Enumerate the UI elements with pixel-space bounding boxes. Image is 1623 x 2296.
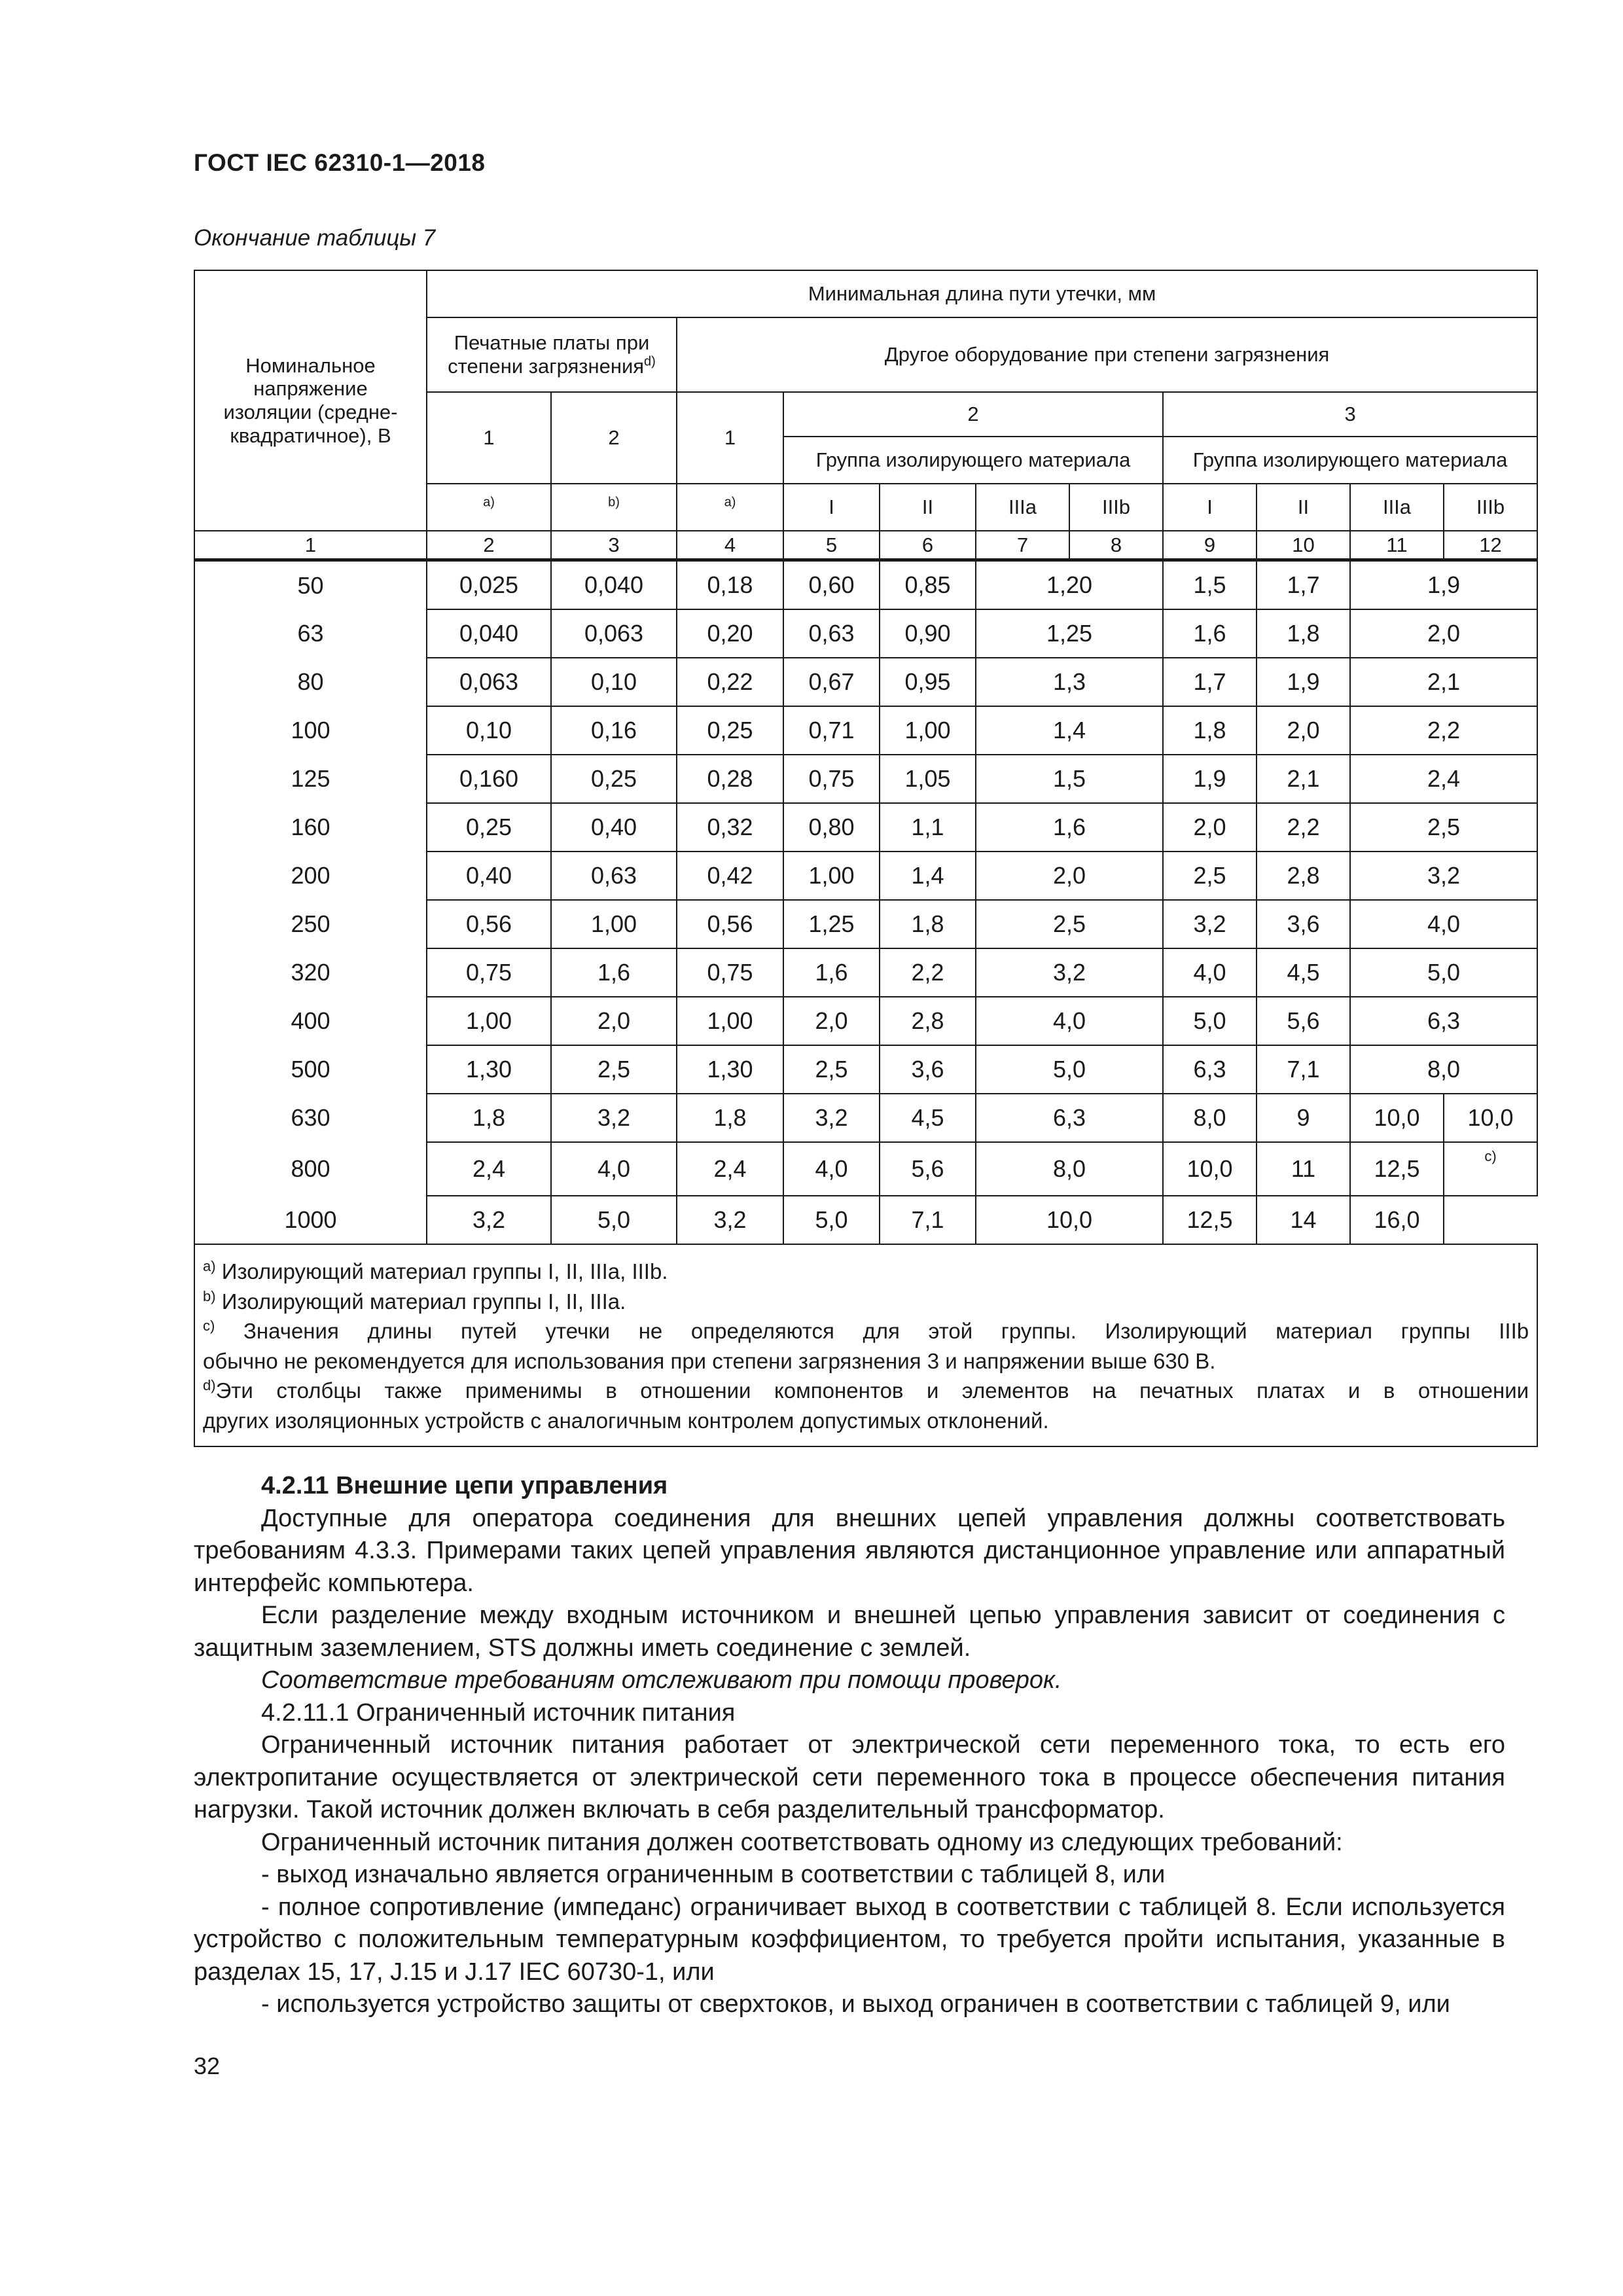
table-cell: 1,3 — [976, 658, 1163, 706]
table-cell: 7,1 — [880, 1196, 976, 1244]
footnote-b: $^{b)}$ Изолирующий материал группы I, II, IIIa. — [203, 1287, 626, 1314]
col-number: 3 — [551, 531, 677, 560]
table-row — [194, 1142, 1537, 1196]
table-cell: 2,2 — [880, 948, 976, 997]
table-cell: 9 — [1257, 1094, 1350, 1142]
note-ref-a: a) — [677, 484, 783, 531]
table-cell: 1,00 — [427, 997, 551, 1045]
group-iiib: IIIb — [1444, 484, 1537, 531]
table-cell: 0,42 — [677, 852, 783, 900]
col-number: 1 — [194, 531, 427, 560]
table-cell: 1,4 — [880, 852, 976, 900]
table-cell: 2,4 — [427, 1142, 551, 1196]
note-ref-a: a) — [427, 484, 551, 531]
table-cell: 0,10 — [427, 706, 551, 755]
table-cell: 10,0 — [1163, 1142, 1257, 1196]
table-cell: 1,1 — [880, 803, 976, 852]
table-cell: 0,67 — [783, 658, 880, 706]
table-row — [194, 997, 1537, 1045]
table-cell: 2,2 — [1257, 803, 1350, 852]
voltage-header: Номинальное напряжение изоляции (средне-квадратичное), В — [194, 270, 427, 531]
table-cell: 0,063 — [427, 658, 551, 706]
table-cell: 0,20 — [677, 609, 783, 658]
group-iiia: IIIa — [1350, 484, 1444, 531]
table-cell: 2,0 — [783, 997, 880, 1045]
group-iiia: IIIa — [976, 484, 1069, 531]
pcb-degree-2: 2 — [551, 392, 677, 484]
compliance-note: Соответствие требованиям отслеживают при помощи проверок. — [261, 1666, 1062, 1694]
min-creepage-header: Минимальная длина пути утечки, мм — [427, 270, 1537, 317]
note-ref-b: b) — [551, 484, 677, 531]
table-cell: 0,16 — [551, 706, 677, 755]
table-cell: 5,6 — [1257, 997, 1350, 1045]
table-cell: 3,2 — [427, 1196, 551, 1244]
table-cell: 0,25 — [427, 803, 551, 852]
table-cell: 4,0 — [551, 1142, 677, 1196]
table-cell: 0,040 — [551, 560, 677, 610]
table-cell: 8,0 — [1163, 1094, 1257, 1142]
standard-header: ГОСТ IEC 62310-1—2018 — [194, 149, 486, 176]
table-footnotes — [194, 1244, 1537, 1446]
table-cell: 1,00 — [783, 852, 880, 900]
other-degree-2: 2 — [783, 392, 1163, 437]
table-cell: 14 — [1257, 1196, 1350, 1244]
group-iiib: IIIb — [1069, 484, 1163, 531]
list-item: - используется устройство защиты от сверхтоков, и выход ограничен в соответствии с таблицей 9, или — [261, 1990, 1450, 2018]
table-cell: 12,5 — [1350, 1142, 1444, 1196]
table-cell: 2,8 — [1257, 852, 1350, 900]
table-cell: 5,0 — [1163, 997, 1257, 1045]
footnote-a: $^{a)}$ Изолирующий материал группы I, II, IIIa, IIIb. — [203, 1258, 668, 1283]
table-cell: 3,6 — [880, 1045, 976, 1094]
table-cell: 0,63 — [551, 852, 677, 900]
paragraph: Ограниченный источник питания работает от электрической сети переменного тока, то есть его электропитание осуществляется от электрической сети переменного тока в процессе обеспечения питания нагрузки. Такой источник должен включать в себя разделительный трансформатор. — [194, 1731, 1505, 1823]
voltage-cell: 630 — [194, 1094, 427, 1142]
col-number: 4 — [677, 531, 783, 560]
table-cell: 0,63 — [783, 609, 880, 658]
table-cell — [1444, 1196, 1537, 1244]
section-heading: 4.2.11 Внешние цепи управления — [261, 1472, 668, 1499]
table-cell: 2,4 — [1350, 755, 1537, 803]
table-row — [194, 706, 1537, 755]
table-cell: 3,2 — [1350, 852, 1537, 900]
body-text — [194, 1470, 1505, 2021]
table-cell: 0,40 — [427, 852, 551, 900]
table-cell: 2,0 — [976, 852, 1163, 900]
paragraph: Доступные для оператора соединения для внешних цепей управления должны соответствовать требованиям 4.3.3. Примерами таких цепей управления являются дистанционное управление или аппаратный интерфейс компьютера. — [194, 1504, 1505, 1597]
table-cell: 3,2 — [976, 948, 1163, 997]
table-cell: 1,5 — [1163, 560, 1257, 610]
table-cell: 1,8 — [880, 900, 976, 948]
voltage-cell: 400 — [194, 997, 427, 1045]
table-cell: 2,0 — [1163, 803, 1257, 852]
table-cell: 1,6 — [976, 803, 1163, 852]
voltage-cell: 100 — [194, 706, 427, 755]
table-cell: 0,32 — [677, 803, 783, 852]
table-cell: 1,7 — [1163, 658, 1257, 706]
table-cell: 2,0 — [1257, 706, 1350, 755]
table-row — [194, 755, 1537, 803]
table-cell: 0,25 — [677, 706, 783, 755]
col-number: 8 — [1069, 531, 1163, 560]
table-cell: 2,0 — [1350, 609, 1537, 658]
footnote-c-line2: обычно не рекомендуется для использования при степени загрязнения 3 и напряжении выше 630 В. — [203, 1348, 1216, 1373]
voltage-cell: 200 — [194, 852, 427, 900]
table-cell: 4,0 — [976, 997, 1163, 1045]
table-row — [194, 900, 1537, 948]
table-cell: 0,56 — [427, 900, 551, 948]
table-row — [194, 1094, 1537, 1142]
table-cell: 1,00 — [880, 706, 976, 755]
col-number: 11 — [1350, 531, 1444, 560]
table-row — [194, 948, 1537, 997]
table-cell: 0,80 — [783, 803, 880, 852]
subsection-heading: 4.2.11.1 Ограниченный источник питания — [261, 1698, 736, 1727]
table-cell: 4,0 — [1163, 948, 1257, 997]
table-row — [194, 609, 1537, 658]
voltage-cell: 160 — [194, 803, 427, 852]
table-cell: 0,75 — [677, 948, 783, 997]
table-cell: 1,25 — [783, 900, 880, 948]
voltage-cell: 125 — [194, 755, 427, 803]
table-cell: 0,10 — [551, 658, 677, 706]
table-cell: 0,28 — [677, 755, 783, 803]
table-cell: 1,9 — [1350, 560, 1537, 610]
table-cell: 3,6 — [1257, 900, 1350, 948]
table-cell: 2,5 — [551, 1045, 677, 1094]
table-cell: 1,8 — [427, 1094, 551, 1142]
other-degree-1: 1 — [677, 392, 783, 484]
table-cell: 0,040 — [427, 609, 551, 658]
group-ii: II — [880, 484, 976, 531]
voltage-cell: 320 — [194, 948, 427, 997]
list-item: - полное сопротивление (импеданс) ограничивает выход в соответствии с таблицей 8. Если используется устройство с положительным температурным коэффициентом, то требуется пройти испытания, указанные в разделах 15, 17, J.15 и J.17 IEC 60730-1, или — [194, 1893, 1505, 1986]
col-number: 12 — [1444, 531, 1537, 560]
table-cell: 0,60 — [783, 560, 880, 610]
table-cell: 2,1 — [1350, 658, 1537, 706]
table-row — [194, 1045, 1537, 1094]
footnote-d-line1: $^{d)}$Эти столбцы также применимы в отношении компонентов и элементов на печатных платах и в отношении — [203, 1377, 1529, 1403]
other-equipment-header: Другое оборудование при степени загрязнения — [677, 317, 1537, 392]
table-cell: 1,00 — [677, 997, 783, 1045]
table-cell: 0,95 — [880, 658, 976, 706]
table-cell: 8,0 — [976, 1142, 1163, 1196]
table-cell: 4,5 — [880, 1094, 976, 1142]
table-cell: 1,6 — [783, 948, 880, 997]
table-cell: 1,9 — [1257, 658, 1350, 706]
table-cell: 12,5 — [1163, 1196, 1257, 1244]
table-cell: 1,5 — [976, 755, 1163, 803]
table-cell: 0,25 — [551, 755, 677, 803]
table-cell: 0,063 — [551, 609, 677, 658]
table-cell: 10,0 — [1444, 1094, 1537, 1142]
table-cell: 1,00 — [551, 900, 677, 948]
table-cell: 2,5 — [1163, 852, 1257, 900]
material-group-header-2: Группа изолирующего материала — [783, 437, 1163, 484]
table-cell: 2,0 — [551, 997, 677, 1045]
col-number: 10 — [1257, 531, 1350, 560]
table-cell: 3,2 — [1163, 900, 1257, 948]
table-cell: 1,9 — [1163, 755, 1257, 803]
page-number: 32 — [194, 2053, 221, 2079]
table-cell: 3,2 — [677, 1196, 783, 1244]
table-cell: 2,4 — [677, 1142, 783, 1196]
footnote-c-line1: $^{c)}$ Значения длины путей утечки не определяются для этой группы. Изолирующий материал группы IIIb — [203, 1318, 1529, 1344]
group-i: I — [783, 484, 880, 531]
creepage-table — [194, 270, 1538, 1447]
table-cell: 2,5 — [1350, 803, 1537, 852]
table-cell: 2,5 — [783, 1045, 880, 1094]
pcb-header: Печатные платы при степени загрязнения$^{d)}$ — [427, 317, 677, 392]
list-item: - выход изначально является ограниченным в соответствии с таблицей 8, или — [261, 1861, 1166, 1888]
table-cell: 1,25 — [976, 609, 1163, 658]
footnote-d-line2: других изоляционных устройств с аналогичным контролем допустимых отклонений. — [203, 1408, 1049, 1433]
table-cell: 5,0 — [1350, 948, 1537, 997]
table-cell: 5,6 — [880, 1142, 976, 1196]
col-number: 7 — [976, 531, 1069, 560]
table-cell: 11 — [1257, 1142, 1350, 1196]
voltage-cell: 50 — [194, 560, 427, 610]
table-cell: 0,71 — [783, 706, 880, 755]
table-cell: 5,0 — [976, 1045, 1163, 1094]
table-cell: 0,85 — [880, 560, 976, 610]
table-row — [194, 1196, 1537, 1244]
table-cell: 5,0 — [783, 1196, 880, 1244]
table-caption: Окончание таблицы 7 — [194, 225, 436, 251]
group-ii: II — [1257, 484, 1350, 531]
paragraph: Если разделение между входным источником и внешней цепью управления зависит от соединения с защитным заземлением, STS должны иметь соединение с землей. — [194, 1602, 1505, 1662]
table-cell: 0,40 — [551, 803, 677, 852]
table-cell: 1,8 — [1257, 609, 1350, 658]
table-cell: 1,6 — [1163, 609, 1257, 658]
table-cell: 6,3 — [976, 1094, 1163, 1142]
table-footnotes-row — [194, 1244, 1537, 1446]
table-cell: 0,75 — [783, 755, 880, 803]
table-row — [194, 852, 1537, 900]
table-cell: 2,2 — [1350, 706, 1537, 755]
col-number: 9 — [1163, 531, 1257, 560]
table-cell: 2,8 — [880, 997, 976, 1045]
col-number: 2 — [427, 531, 551, 560]
table-cell: 2,1 — [1257, 755, 1350, 803]
table-cell: 1,8 — [1163, 706, 1257, 755]
voltage-cell: 63 — [194, 609, 427, 658]
table-cell: 1,7 — [1257, 560, 1350, 610]
other-degree-3: 3 — [1163, 392, 1537, 437]
table-cell: 0,22 — [677, 658, 783, 706]
table-cell: 1,05 — [880, 755, 976, 803]
paragraph: Ограниченный источник питания должен соответствовать одному из следующих требований: — [261, 1828, 1343, 1856]
table-cell: 3,2 — [551, 1094, 677, 1142]
voltage-cell: 250 — [194, 900, 427, 948]
voltage-cell: 500 — [194, 1045, 427, 1094]
voltage-cell: 1000 — [194, 1196, 427, 1244]
material-group-header-3: Группа изолирующего материала — [1163, 437, 1537, 484]
table-cell: 2,5 — [976, 900, 1163, 948]
table-cell: 4,5 — [1257, 948, 1350, 997]
table-cell: 1,4 — [976, 706, 1163, 755]
table-cell: 0,160 — [427, 755, 551, 803]
table-cell: c) — [1444, 1142, 1537, 1196]
voltage-cell: 800 — [194, 1142, 427, 1196]
table-cell: 0,025 — [427, 560, 551, 610]
table-cell: 4,0 — [1350, 900, 1537, 948]
group-i: I — [1163, 484, 1257, 531]
table-cell: 1,30 — [677, 1045, 783, 1094]
col-number: 5 — [783, 531, 880, 560]
table-cell: 6,3 — [1163, 1045, 1257, 1094]
table-cell: 0,56 — [677, 900, 783, 948]
table-cell: 5,0 — [551, 1196, 677, 1244]
table-cell: 3,2 — [783, 1094, 880, 1142]
table-cell: 10,0 — [1350, 1094, 1444, 1142]
table-cell: 16,0 — [1350, 1196, 1444, 1244]
table-cell: 4,0 — [783, 1142, 880, 1196]
table-cell: 7,1 — [1257, 1045, 1350, 1094]
table-row — [194, 658, 1537, 706]
table-cell: 0,18 — [677, 560, 783, 610]
table-cell: 8,0 — [1350, 1045, 1537, 1094]
table-cell: 10,0 — [976, 1196, 1163, 1244]
table-cell: 0,75 — [427, 948, 551, 997]
table-row — [194, 560, 1537, 610]
table-cell: 1,20 — [976, 560, 1163, 610]
table-row — [194, 803, 1537, 852]
table-cell: 1,30 — [427, 1045, 551, 1094]
table-cell: 0,90 — [880, 609, 976, 658]
pcb-degree-1: 1 — [427, 392, 551, 484]
col-number: 6 — [880, 531, 976, 560]
table-cell: 1,8 — [677, 1094, 783, 1142]
voltage-cell: 80 — [194, 658, 427, 706]
table-cell: 1,6 — [551, 948, 677, 997]
table-cell: 6,3 — [1350, 997, 1537, 1045]
